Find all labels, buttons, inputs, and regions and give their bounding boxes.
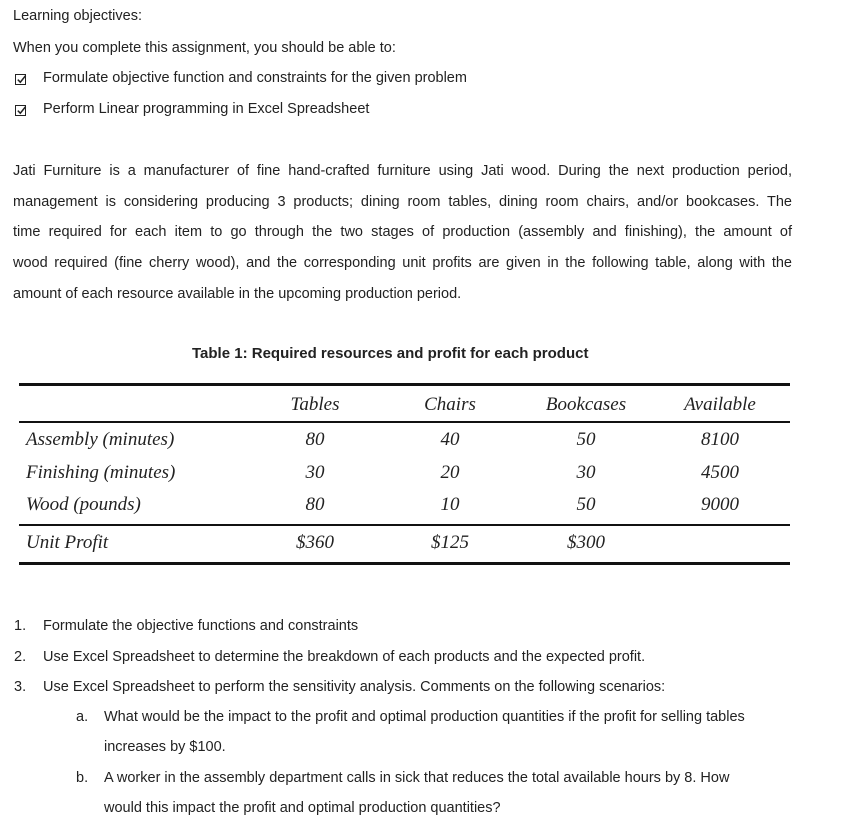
- question-number: 2.: [14, 649, 27, 665]
- paragraph-line: amount of each resource available in the upcoming production period.: [13, 285, 462, 302]
- objectives-intro: When you complete this assignment, you should be able to:: [13, 40, 396, 56]
- table-profit-rule: [19, 524, 790, 526]
- table-cell: 50: [576, 429, 596, 450]
- table-cell: 9000: [701, 494, 739, 515]
- table-cell: 40: [440, 429, 460, 450]
- objective-item: Perform Linear programming in Excel Spreadsheet: [43, 101, 370, 117]
- table-cell: $125: [431, 532, 469, 553]
- table-cell: 20: [440, 462, 460, 483]
- checked-box-icon: [15, 105, 26, 116]
- table-bottom-rule: [19, 562, 790, 565]
- question-number: 1.: [14, 618, 27, 634]
- subquestion-text: would this impact the profit and optimal production quantities?: [104, 800, 501, 816]
- subquestion-label: b.: [76, 770, 89, 786]
- subquestion-text: A worker in the assembly department calls in sick that reduces the total available hours by 8. How: [104, 770, 730, 786]
- table-cell: 30: [576, 462, 596, 483]
- subquestion-text: increases by $100.: [104, 739, 226, 755]
- paragraph-line: wood required (fine cherry wood), and the corresponding unit profits are given in the following table, along with the: [13, 255, 792, 272]
- table-cell: 8100: [701, 429, 739, 450]
- table-top-rule: [19, 383, 790, 386]
- objective-item: Formulate objective function and constraints for the given problem: [43, 70, 467, 86]
- problem-paragraph: [13, 156, 792, 310]
- question-text: Formulate the objective functions and constraints: [43, 618, 359, 634]
- row-label: Wood (pounds): [26, 494, 141, 515]
- table-cell: $360: [296, 532, 334, 553]
- column-header-tables: Tables: [290, 394, 340, 415]
- paragraph-line: time required for each item to go through the two stages of production (assembly and finishing), the amount of: [13, 224, 792, 241]
- table-cell: 10: [440, 494, 460, 515]
- table-cell: 30: [305, 462, 325, 483]
- question-text: Use Excel Spreadsheet to perform the sensitivity analysis. Comments on the following scenarios:: [43, 679, 666, 695]
- subquestion-text: What would be the impact to the profit and optimal production quantities if the profit for selling tables: [104, 709, 745, 725]
- table-cell: 80: [305, 494, 325, 515]
- table-header-rule: [19, 421, 790, 423]
- table-cell: $300: [567, 532, 605, 553]
- objectives-heading: Learning objectives:: [13, 8, 142, 24]
- question-text: Use Excel Spreadsheet to determine the breakdown of each products and the expected profit.: [43, 649, 646, 665]
- table-cell: 80: [305, 429, 325, 450]
- paragraph-line: management is considering producing 3 products; dining room tables, dining room chairs, and/or bookcases. The: [13, 193, 792, 210]
- table-cell: 4500: [701, 462, 739, 483]
- row-label: Assembly (minutes): [26, 429, 175, 450]
- table-caption: Table 1: Required resources and profit for each product: [192, 345, 589, 362]
- checked-box-icon: [15, 74, 26, 85]
- column-header-chairs: Chairs: [424, 394, 476, 415]
- paragraph-line: Jati Furniture is a manufacturer of fine hand-crafted furniture using Jati wood. During the next production period,: [13, 163, 792, 179]
- question-number: 3.: [14, 679, 27, 695]
- row-label: Finishing (minutes): [26, 462, 176, 483]
- table-cell: 50: [576, 494, 596, 515]
- column-header-available: Available: [684, 394, 756, 415]
- subquestion-label: a.: [76, 709, 89, 725]
- column-header-bookcases: Bookcases: [545, 394, 627, 415]
- row-label: Unit Profit: [26, 532, 109, 553]
